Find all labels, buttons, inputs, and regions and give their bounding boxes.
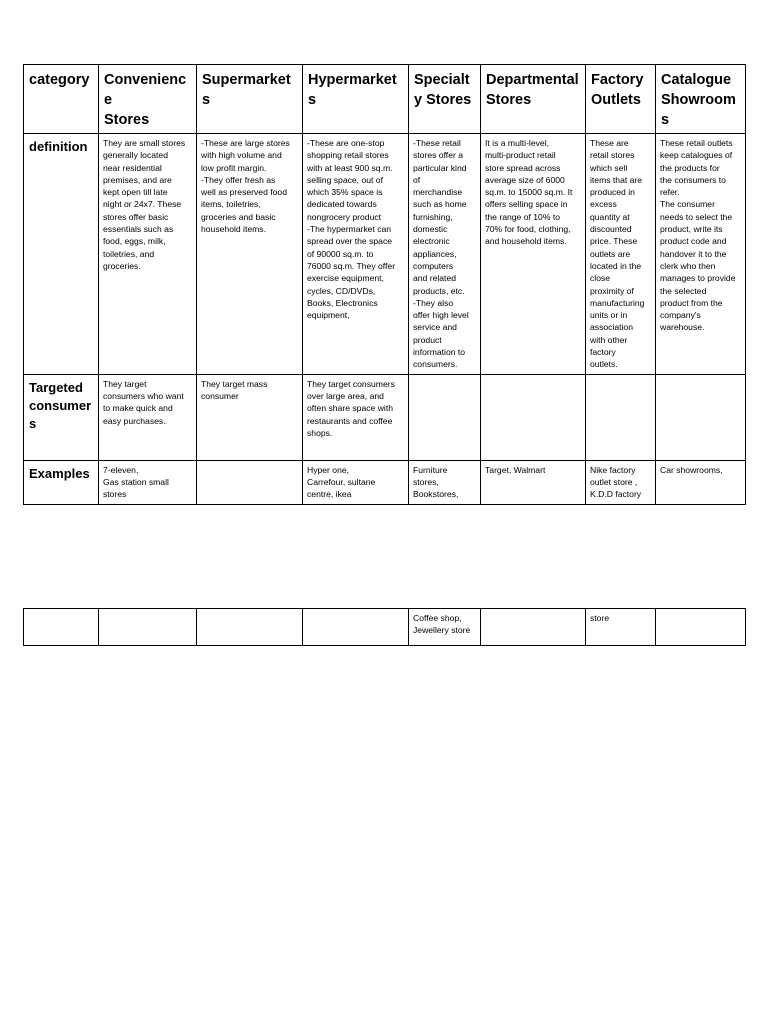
table-header-row [24, 65, 746, 134]
table-row [24, 374, 746, 460]
header-cell: Supermarkets [197, 65, 303, 134]
table-cell: Target, Walmart [481, 460, 586, 504]
header-cell: Departmental Stores [481, 65, 586, 134]
table-cell [481, 609, 586, 646]
table-cell: Hyper one, Carrefour, sultane centre, ikea [303, 460, 409, 504]
table-row [24, 460, 746, 504]
table-cell: -These are one-stop shopping retail stores with at least 900 sq.m. selling space, out of which 35% space is dedicated towards nongrocery product -The hypermarket can spread over the space of 90000 sq.m. to 76000 sq.m. They offer exercise equipment, cycles, CD/DVDs, Books, Electronics equipment, [303, 134, 409, 375]
table-cell [481, 374, 586, 460]
table-cell: These retail outlets keep catalogues of the products for the consumers to refer. The consumer needs to select the product, write its product code and handover it to the clerk who then manages to provide the selected product from the company's warehouse. [656, 134, 746, 375]
header-cell: Factory Outlets [586, 65, 656, 134]
table-row [24, 609, 746, 646]
table-cell: store [586, 609, 656, 646]
table-cell: 7-eleven, Gas station small stores [99, 460, 197, 504]
retail-formats-table [23, 64, 746, 505]
header-cell: Convenience Stores [99, 65, 197, 134]
table-cell: They target consumers over large area, and often share space with restaurants and coffee shops. [303, 374, 409, 460]
table-cell: Furniture stores, Bookstores, [409, 460, 481, 504]
table-cell [409, 374, 481, 460]
header-cell: category [24, 65, 99, 134]
table-cell [303, 609, 409, 646]
table-cell [99, 609, 197, 646]
table-cell: They target mass consumer [197, 374, 303, 460]
header-cell: Hypermarkets [303, 65, 409, 134]
header-cell: Catalogue Showrooms [656, 65, 746, 134]
table-cell [24, 609, 99, 646]
header-cell: Specialt y Stores [409, 65, 481, 134]
table-cell: -These are large stores with high volume and low profit margin. -They offer fresh as well as preserved food items, toiletries, groceries and basic household items. [197, 134, 303, 375]
table-cell [197, 609, 303, 646]
table-cell [586, 374, 656, 460]
table-cell: They target consumers who want to make quick and easy purchases. [99, 374, 197, 460]
table-cell [656, 609, 746, 646]
table-cell [656, 374, 746, 460]
row-label: Examples [24, 460, 99, 504]
table-cell: Nike factory outlet store , K.D.D factory [586, 460, 656, 504]
table-cell: -These retail stores offer a particular kind of merchandise such as home furnishing, domestic electronic appliances, computers and related products, etc. -They also offer high level service and product information to consumers. [409, 134, 481, 375]
table-cell: These are retail stores which sell items that are produced in excess quantity at discounted price. These outlets are located in the close proximity of manufacturing units or in association with other factory outlets. [586, 134, 656, 375]
table-cell: Coffee shop, Jewellery store [409, 609, 481, 646]
table-cell [197, 460, 303, 504]
table-cell: It is a multi-level, multi-product retail store spread across average size of 6000 sq.m. to 15000 sq.m. It offers selling space in the range of 10% to 70% for food, clothing, and household items. [481, 134, 586, 375]
table-cell: Car showrooms, [656, 460, 746, 504]
table-cell: They are small stores generally located near residential premises, and are kept open till late night or 24x7. These stores offer basic essentials such as food, eggs, milk, toiletries, and groceries. [99, 134, 197, 375]
row-label: Targeted consumer s [24, 374, 99, 460]
table-row [24, 134, 746, 375]
row-label: definition [24, 134, 99, 375]
continued-table [23, 608, 746, 646]
